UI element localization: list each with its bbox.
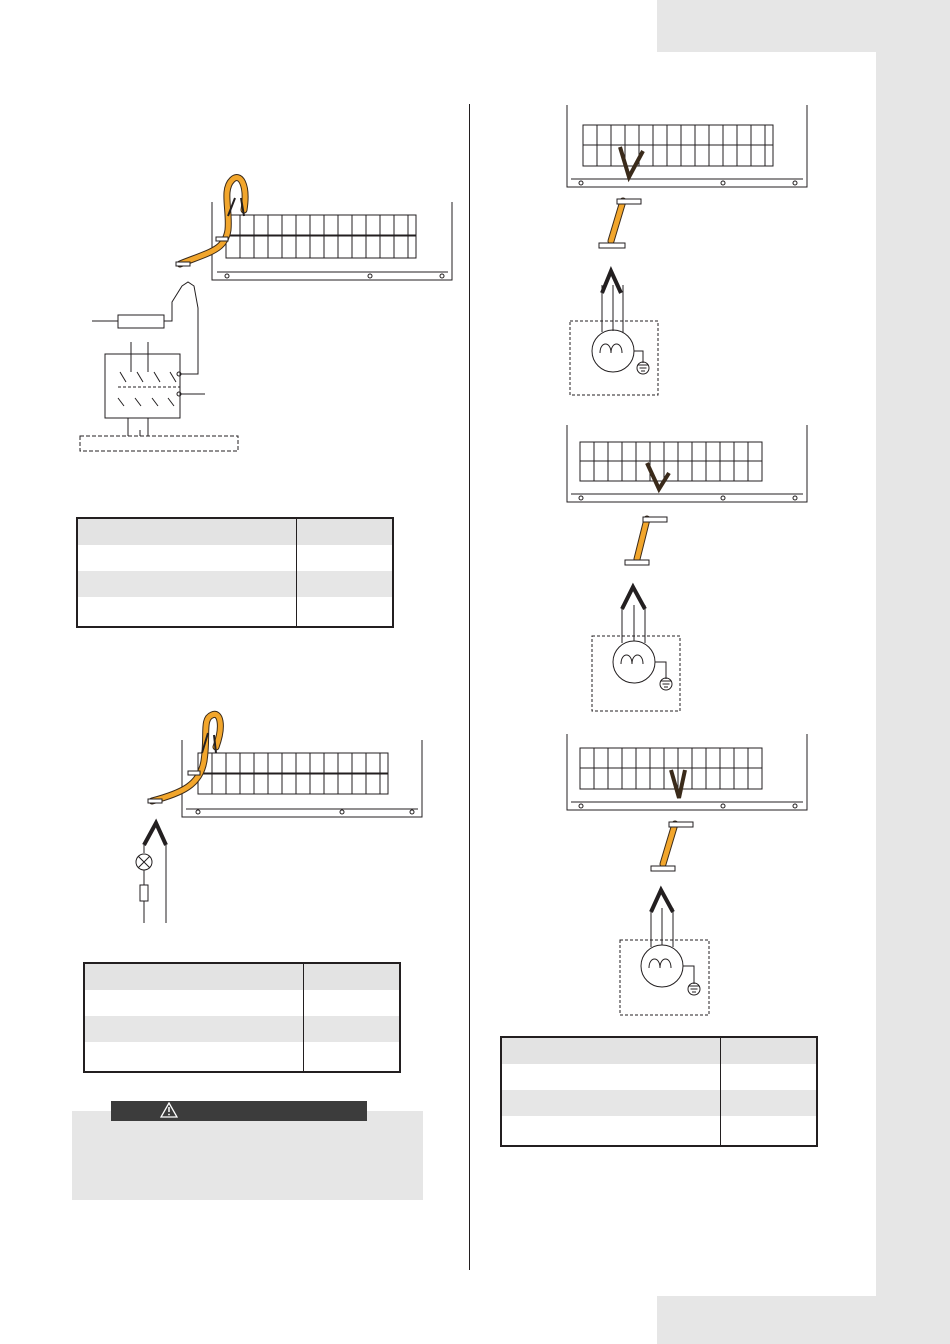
spec-table-3	[500, 1036, 818, 1147]
column-divider	[469, 104, 470, 1270]
table-row	[85, 964, 399, 990]
table-row	[85, 1042, 399, 1068]
page-margin-right	[876, 0, 950, 1344]
table-row	[502, 1064, 816, 1090]
table-row	[78, 597, 392, 623]
wiring-diagram-motor-b	[555, 425, 815, 715]
wiring-diagram-switch	[60, 170, 460, 460]
switch-box	[105, 354, 180, 418]
column-separator	[303, 964, 304, 1071]
table-row	[502, 1038, 816, 1064]
table-row	[78, 571, 392, 597]
page-tab-bottom	[657, 1296, 950, 1344]
supply-dashed-box	[80, 436, 238, 451]
wiring-diagram-lamp	[120, 705, 430, 925]
spec-table-2	[83, 962, 401, 1073]
caution-header	[111, 1101, 367, 1121]
wiring-diagram-motor-a	[555, 105, 815, 400]
motor-dashed-box	[620, 940, 709, 1015]
column-separator	[296, 519, 297, 626]
wiring-diagram-motor-c	[555, 734, 815, 1019]
fuse-symbol	[118, 315, 164, 328]
fuse-symbol	[140, 885, 148, 901]
motor-dashed-box	[592, 636, 680, 711]
table-row	[85, 990, 399, 1016]
column-separator	[720, 1038, 721, 1145]
table-row	[502, 1090, 816, 1116]
motor-dashed-box	[570, 321, 658, 395]
motor-symbol	[592, 330, 634, 372]
caution-panel	[72, 1111, 423, 1200]
power-cable	[176, 178, 245, 266]
warning-triangle-icon	[160, 1102, 178, 1118]
table-row	[78, 545, 392, 571]
table-row	[85, 1016, 399, 1042]
spec-table-1	[76, 517, 394, 628]
motor-symbol	[613, 641, 655, 683]
table-row	[502, 1116, 816, 1142]
table-row	[78, 519, 392, 545]
motor-symbol	[641, 945, 683, 987]
